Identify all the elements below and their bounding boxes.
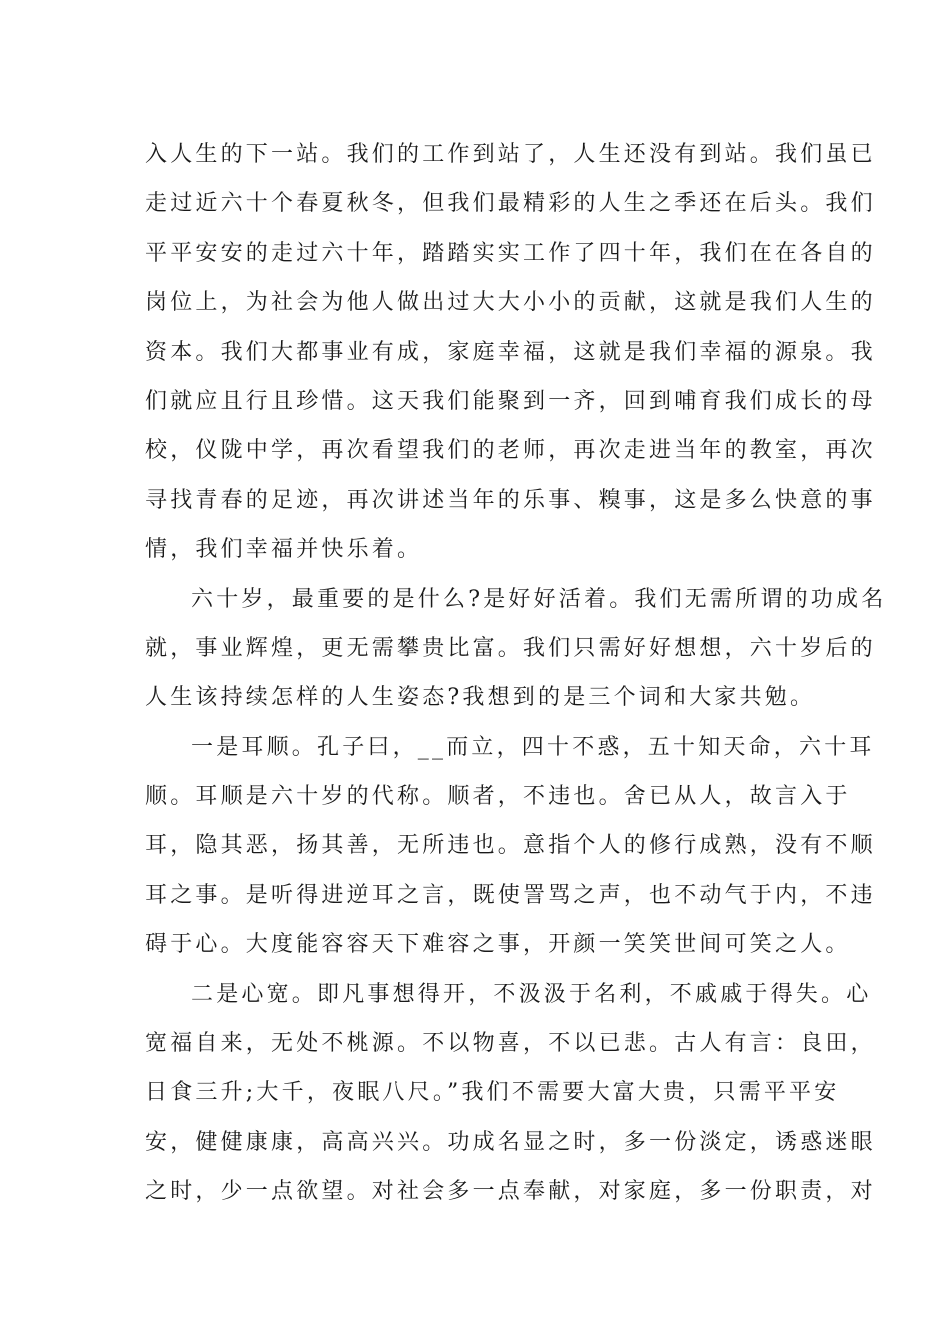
text-line: 碍于心。大度能容容天下难容之事，开颜一笑笑世间可笑之人。 [145, 932, 851, 958]
text-line: 入人生的下一站。我们的工作到站了，人生还没有到站。我们虽已 [145, 142, 876, 167]
body-text [145, 130, 887, 1217]
text-line: 日食三升;大千，夜眠八尺。”我们不需要大富大贵，只需平平安 [145, 1080, 840, 1106]
paragraph-start-line: 一是耳顺。孔子曰，__而立，四十不惑，五十知天命，六十耳 [191, 734, 875, 760]
text-line: 校，仪陇中学，再次看望我们的老师，再次走进当年的教室，再次 [145, 438, 876, 464]
text-line: 耳，隐其恶，扬其善，无所违也。意指个人的修行成熟，没有不顺 [145, 833, 876, 859]
text-line: 寻找青春的足迹，再次讲述当年的乐事、糗事，这是多么快意的事 [145, 487, 876, 513]
text-line: 走过近六十个春夏秋冬，但我们最精彩的人生之季还在后头。我们 [145, 191, 876, 217]
paragraph-start-line: 二是心宽。即凡事想得开，不汲汲于名利，不戚戚于得失。心 [191, 981, 872, 1007]
text-line: 之时，少一点欲望。对社会多一点奉献，对家庭，多一份职责，对 [145, 1179, 876, 1205]
text-line: 资本。我们大都事业有成，家庭幸福，这就是我们幸福的源泉。我 [145, 339, 876, 365]
paragraph-start-line: 六十岁，最重要的是什么?是好好活着。我们无需所谓的功成名 [191, 586, 887, 612]
text-line: 耳之事。是听得进逆耳之言，既使詈骂之声，也不动气于内，不违 [145, 882, 876, 908]
text-line: 情，我们幸福并快乐着。 [145, 537, 423, 563]
text-line: 顺。耳顺是六十岁的代称。顺者，不违也。舍已从人，故言入于 [145, 784, 851, 810]
text-line: 就，事业辉煌，更无需攀贵比富。我们只需好好想想，六十岁后的 [145, 635, 876, 661]
text-line: 安，健健康康，高高兴兴。功成名显之时，多一份淡定，诱惑迷眼 [145, 1129, 876, 1155]
text-line: 平平安安的走过六十年，踏踏实实工作了四十年，我们在在各自的 [145, 240, 876, 266]
text-line: 人生该持续怎样的人生姿态?我想到的是三个词和大家共勉。 [145, 685, 816, 711]
text-line: 岗位上，为社会为他人做出过大大小小的贡献，这就是我们人生的 [145, 290, 876, 316]
text-line: 们就应且行且珍惜。这天我们能聚到一齐，回到哺育我们成长的母 [145, 388, 876, 414]
text-line: 宽福自来，无处不桃源。不以物喜，不以已悲。古人有言：良田， [145, 1031, 876, 1057]
